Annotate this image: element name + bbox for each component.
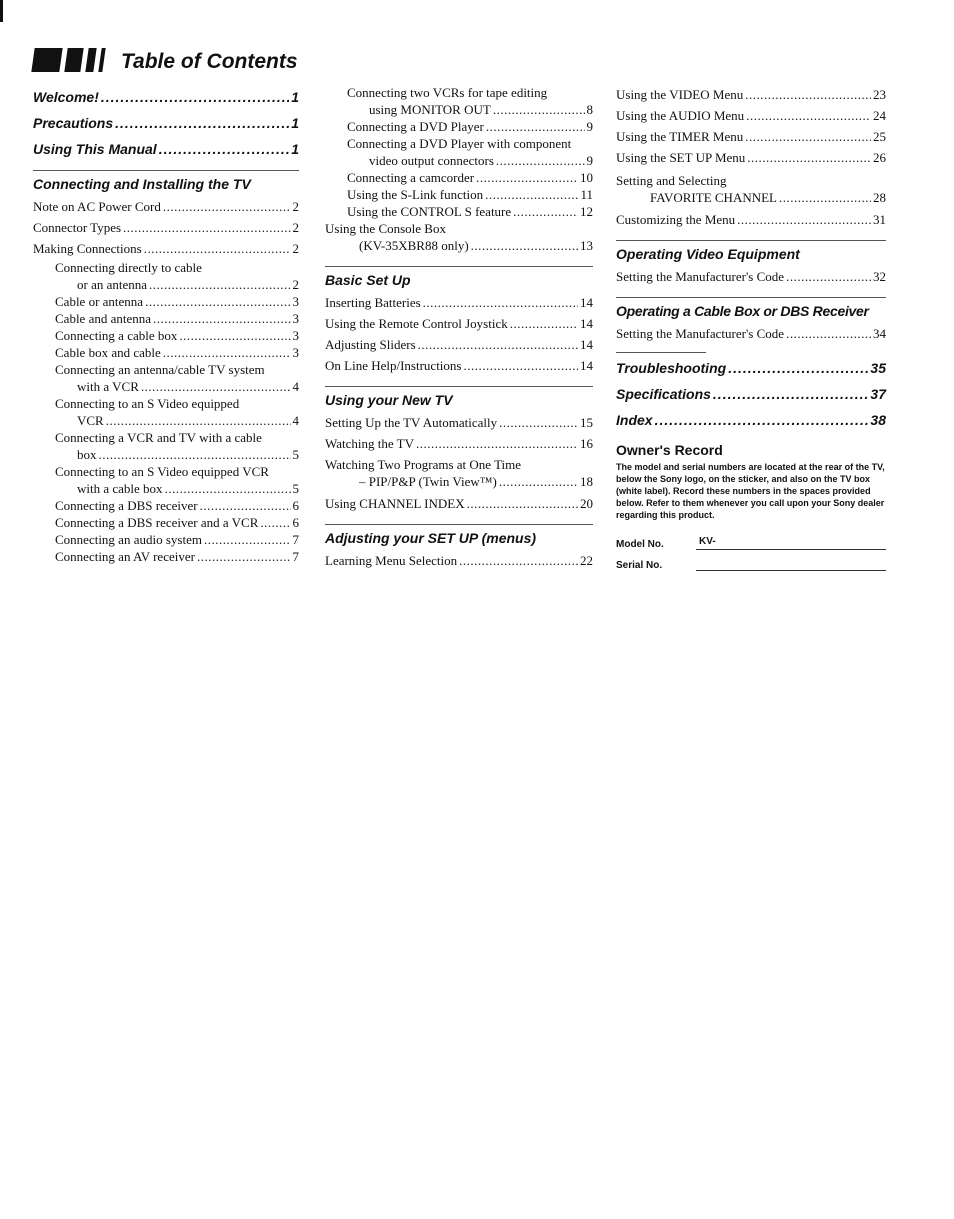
toc-entry[interactable]: Connecting to an S Video equipped VCR with a cable box ..... 5 (33, 463, 299, 497)
toc-entry[interactable]: Connecting a cable box ..... 3 (33, 327, 299, 344)
toc-entry[interactable]: Using the TIMER Menu ..... 25 (616, 126, 886, 147)
toc-entry-welcome[interactable]: Welcome! ..... 1 (33, 84, 299, 110)
toc-entry[interactable]: Making Connections ..... 2 (33, 238, 299, 259)
column-2 (325, 84, 593, 571)
toc-entry[interactable]: Adjusting Sliders ..... 14 (325, 334, 593, 355)
toc-entry[interactable]: Setting the Manufacturer's Code ..... 32 (616, 266, 886, 287)
toc-entry[interactable]: Connecting two VCRs for tape editing using MONITOR OUT ..... 8 (325, 84, 593, 118)
owners-record-title: Owner's Record (616, 442, 723, 458)
toc-entry-favorite-channel[interactable]: Setting and Selecting FAVORITE CHANNEL ..... 28 (616, 172, 886, 206)
toc-entry[interactable]: Using the Remote Control Joystick ..... 14 (325, 313, 593, 334)
toc-entry[interactable]: Connecting a VCR and TV with a cable box ..... 5 (33, 429, 299, 463)
model-number-label: Model No. (616, 539, 664, 550)
toc-entry[interactable]: Connecting an antenna/cable TV system with a VCR ..... 4 (33, 361, 299, 395)
toc-entry[interactable]: Setting Up the TV Automatically ..... 15 (325, 412, 593, 433)
toc-entry-using-manual[interactable]: Using This Manual ..... 1 (33, 136, 299, 162)
toc-entry[interactable]: Using CHANNEL INDEX ..... 20 (325, 493, 593, 514)
toc-entry[interactable]: Connecting a camcorder ..... 10 (325, 169, 593, 186)
toc-entry[interactable]: Cable and antenna ..... 3 (33, 310, 299, 327)
toc-entry[interactable]: Connector Types ..... 2 (33, 217, 299, 238)
column-3 (616, 84, 886, 571)
toc-entry[interactable]: Customizing the Menu ..... 31 (616, 209, 886, 230)
column-1 (33, 84, 299, 565)
toc-entry[interactable]: Cable or antenna ..... 3 (33, 293, 299, 310)
toc-entry[interactable]: Connecting to an S Video equipped VCR ..... 4 (33, 395, 299, 429)
title-row (33, 42, 298, 72)
toc-entry-troubleshooting[interactable]: Troubleshooting ..... 35 (616, 355, 886, 381)
toc-entry-console-box[interactable]: Using the Console Box (KV-35XBR88 only) ..... 13 (325, 220, 593, 254)
section-title-adjusting-setup: Adjusting your SET UP (menus) (325, 530, 537, 546)
toc-entry-precautions[interactable]: Precautions ..... 1 (33, 110, 299, 136)
section-title-using-new-tv: Using your New TV (325, 392, 453, 408)
serial-number-input[interactable] (696, 556, 886, 571)
toc-entry[interactable]: Using the S-Link function ..... 11 (325, 186, 593, 203)
toc-entry[interactable]: Using the SET UP Menu ..... 26 (616, 147, 886, 168)
toc-entry[interactable]: Connecting a DBS receiver and a VCR ..... 6 (33, 514, 299, 531)
toc-entry[interactable]: Cable box and cable ..... 3 (33, 344, 299, 361)
toc-entry[interactable]: Connecting directly to cable or an antenna ..... 2 (33, 259, 299, 293)
toc-entry[interactable]: Note on AC Power Cord ..... 2 (33, 196, 299, 217)
section-title-basic-setup: Basic Set Up (325, 272, 411, 288)
toc-entry[interactable]: Using the VIDEO Menu ..... 23 (616, 84, 886, 105)
toc-entry[interactable]: Inserting Batteries ..... 14 (325, 292, 593, 313)
toc-entry[interactable]: Connecting an AV receiver ..... 7 (33, 548, 299, 565)
section-title-video-equipment: Operating Video Equipment (616, 246, 800, 262)
toc-entry[interactable]: Learning Menu Selection ..... 22 (325, 550, 593, 571)
toc-entry[interactable]: Connecting a DVD Player ..... 9 (325, 118, 593, 135)
page-title: Table of Contents (121, 50, 298, 73)
toc-entry[interactable]: On Line Help/Instructions ..... 14 (325, 355, 593, 376)
title-blocks-decoration (33, 48, 109, 72)
serial-number-label: Serial No. (616, 560, 663, 571)
toc-entry-index[interactable]: Index ..... 38 (616, 407, 886, 433)
owners-record-text: The model and serial numbers are located at the rear of the TV, below the Sony logo, on the sticker, and also on the TV box (white label). Record these numbers in the spaces provided below. Refer to them whenever you call upon your Sony dealer regarding this product. (616, 462, 885, 520)
toc-entry-twin-view[interactable]: Watching Two Programs at One Time – PIP/P&P (Twin View™) ..... 18 (325, 456, 593, 490)
toc-entry[interactable]: Connecting an audio system ..... 7 (33, 531, 299, 548)
model-number-input[interactable]: KV- (696, 535, 886, 550)
edge-mark (0, 0, 3, 22)
section-title-connecting: Connecting and Installing the TV (33, 176, 251, 192)
section-title-cable-box: Operating a Cable Box or DBS Receiver (616, 303, 869, 319)
toc-entry[interactable]: Using the CONTROL S feature ..... 12 (325, 203, 593, 220)
toc-entry-specifications[interactable]: Specifications ..... 37 (616, 381, 886, 407)
toc-entry[interactable]: Connecting a DVD Player with component video output connectors ..... 9 (325, 135, 593, 169)
toc-entry[interactable]: Using the AUDIO Menu ..... 24 (616, 105, 886, 126)
toc-entry[interactable]: Connecting a DBS receiver ..... 6 (33, 497, 299, 514)
serial-number-field[interactable] (616, 556, 886, 571)
model-number-field[interactable] (616, 535, 886, 550)
toc-entry[interactable]: Watching the TV ..... 16 (325, 433, 593, 454)
toc-entry[interactable]: Setting the Manufacturer's Code ..... 34 (616, 323, 886, 344)
